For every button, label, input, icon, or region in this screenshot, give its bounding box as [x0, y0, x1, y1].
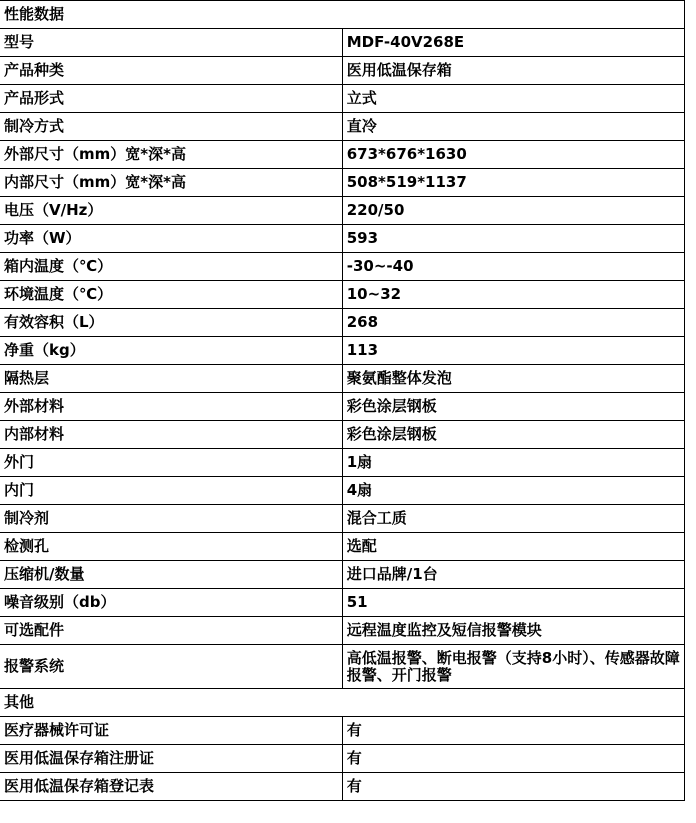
spec-label: 箱内温度（℃） — [0, 253, 342, 281]
spec-value: 选配 — [342, 533, 684, 561]
spec-label: 产品形式 — [0, 85, 342, 113]
spec-value: MDF-40V268E — [342, 29, 684, 57]
table-row — [0, 533, 685, 561]
table-row — [0, 85, 685, 113]
spec-value: 进口品牌/1台 — [342, 561, 684, 589]
section-title: 性能数据 — [0, 1, 685, 29]
spec-label: 医用低温保存箱登记表 — [0, 773, 342, 801]
spec-label: 电压（V/Hz） — [0, 197, 342, 225]
spec-value: 51 — [342, 589, 684, 617]
spec-value: 有 — [342, 717, 684, 745]
table-row — [0, 745, 685, 773]
spec-value: 彩色涂层钢板 — [342, 393, 684, 421]
table-row — [0, 645, 685, 689]
table-row — [0, 281, 685, 309]
spec-label: 压缩机/数量 — [0, 561, 342, 589]
table-row — [0, 309, 685, 337]
table-row — [0, 561, 685, 589]
spec-label: 噪音级别（db） — [0, 589, 342, 617]
spec-label: 检测孔 — [0, 533, 342, 561]
table-row — [0, 225, 685, 253]
table-row — [0, 169, 685, 197]
section-title: 其他 — [0, 689, 685, 717]
spec-label: 环境温度（℃） — [0, 281, 342, 309]
spec-label: 内门 — [0, 477, 342, 505]
spec-label: 制冷方式 — [0, 113, 342, 141]
table-row — [0, 773, 685, 801]
spec-label: 医用低温保存箱注册证 — [0, 745, 342, 773]
table-row — [0, 113, 685, 141]
spec-label: 内部材料 — [0, 421, 342, 449]
spec-value: 高低温报警、断电报警（支持8小时）、传感器故障报警、开门报警 — [342, 645, 684, 689]
spec-value: 10~32 — [342, 281, 684, 309]
table-row — [0, 617, 685, 645]
table-row — [0, 717, 685, 745]
spec-value: 4扇 — [342, 477, 684, 505]
spec-label: 外部材料 — [0, 393, 342, 421]
spec-label: 内部尺寸（mm）宽*深*高 — [0, 169, 342, 197]
spec-value: 220/50 — [342, 197, 684, 225]
spec-label: 外部尺寸（mm）宽*深*高 — [0, 141, 342, 169]
spec-value: 268 — [342, 309, 684, 337]
spec-value: 立式 — [342, 85, 684, 113]
table-row — [0, 253, 685, 281]
table-row — [0, 393, 685, 421]
spec-value: 673*676*1630 — [342, 141, 684, 169]
table-row — [0, 29, 685, 57]
spec-value: 直冷 — [342, 113, 684, 141]
spec-label: 报警系统 — [0, 645, 342, 689]
spec-label: 可选配件 — [0, 617, 342, 645]
table-row — [0, 421, 685, 449]
table-row — [0, 449, 685, 477]
spec-label: 制冷剂 — [0, 505, 342, 533]
spec-label: 外门 — [0, 449, 342, 477]
spec-label: 隔热层 — [0, 365, 342, 393]
spec-label: 有效容积（L） — [0, 309, 342, 337]
table-row — [0, 197, 685, 225]
spec-value: 彩色涂层钢板 — [342, 421, 684, 449]
table-row — [0, 477, 685, 505]
spec-value: 聚氨酯整体发泡 — [342, 365, 684, 393]
table-row — [0, 365, 685, 393]
spec-label: 医疗器械许可证 — [0, 717, 342, 745]
spec-label: 净重（kg） — [0, 337, 342, 365]
spec-label: 型号 — [0, 29, 342, 57]
spec-value: 有 — [342, 745, 684, 773]
spec-value: 混合工质 — [342, 505, 684, 533]
spec-value: 508*519*1137 — [342, 169, 684, 197]
spec-value: 有 — [342, 773, 684, 801]
spec-label: 产品种类 — [0, 57, 342, 85]
spec-value: 113 — [342, 337, 684, 365]
table-row — [0, 57, 685, 85]
section-header-row — [0, 1, 685, 29]
spec-value: -30~-40 — [342, 253, 684, 281]
spec-value: 593 — [342, 225, 684, 253]
spec-value: 远程温度监控及短信报警模块 — [342, 617, 684, 645]
table-row — [0, 505, 685, 533]
spec-value: 医用低温保存箱 — [342, 57, 684, 85]
table-row — [0, 589, 685, 617]
section-header-row — [0, 689, 685, 717]
spec-label: 功率（W） — [0, 225, 342, 253]
table-row — [0, 337, 685, 365]
table-row — [0, 141, 685, 169]
spec-value: 1扇 — [342, 449, 684, 477]
